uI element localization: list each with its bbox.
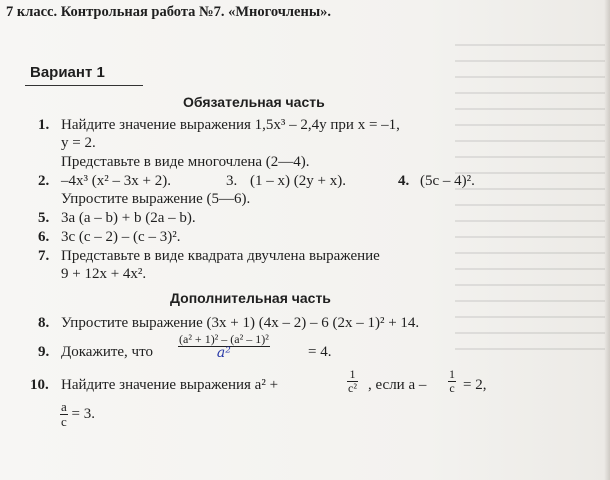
task-number: 6. (38, 229, 50, 245)
task-4: (5c – 4)². (420, 173, 475, 189)
frac-numerator: 1 (449, 367, 455, 381)
task-10-line-2 (60, 400, 95, 429)
task-10-middle: , если a – (368, 377, 427, 393)
task-number: 8. (38, 315, 50, 331)
task-number: 3. (226, 173, 238, 189)
variant-title: Вариант 1 (30, 64, 105, 81)
task-number: 4. (398, 173, 410, 189)
task-5: 3a (a – b) + b (2a – b). (61, 210, 196, 226)
task-number: 1. (38, 117, 50, 133)
frac-denominator: c (61, 414, 67, 429)
task-9-suffix: = 4. (308, 344, 332, 360)
section-mandatory: Обязательная часть (183, 94, 325, 110)
task-10-frac-2 (448, 368, 456, 395)
task-number: 10. (30, 377, 49, 393)
task-10-line-2-suffix: = 3. (71, 405, 95, 422)
task-number: 5. (38, 210, 50, 226)
task-9-numerator: (a² + 1)² – (a² – 1)² (179, 332, 269, 346)
intro-5-6: Упростите выражение (5—6). (61, 191, 251, 207)
frac-numerator: 1 (347, 368, 358, 382)
frac-denominator: c (449, 381, 455, 395)
task-number: 2. (38, 173, 50, 189)
paper-edge-shadow (604, 0, 610, 480)
frac-denominator: c² (348, 381, 357, 395)
task-10-suffix: = 2, (463, 377, 487, 393)
task-10-prefix: Найдите значение выражения a² + (61, 377, 279, 393)
intro-2-4: Представьте в виде многочлена (2—4). (61, 154, 310, 170)
handwritten-denominator: a² (216, 345, 231, 361)
task-7-line-1: Представьте в виде квадрата двучлена выражение (61, 248, 380, 264)
frac-numerator: a (61, 399, 67, 414)
task-2: –4x³ (x² – 3x + 2). (61, 173, 171, 189)
task-9-prefix: Докажите, что (61, 344, 153, 360)
task-6: 3c (c – 2) – (c – 3)². (61, 229, 181, 245)
task-7-line-2: 9 + 12x + 4x². (61, 266, 147, 282)
task-1-line-1: Найдите значение выражения 1,5x³ – 2,4y при x = –1, (61, 117, 400, 133)
task-number: 9. (38, 344, 50, 360)
task-10-frac-1 (347, 368, 358, 395)
document-header: 7 класс. Контрольная работа №7. «Многочлены». (6, 4, 332, 20)
variant-underline (25, 85, 143, 86)
task-number: 7. (38, 248, 50, 264)
task-9-fraction (178, 333, 270, 360)
section-extra: Дополнительная часть (170, 290, 331, 306)
task-8: Упростите выражение (3x + 1) (4x – 2) – 6 (2x – 1)² + 14. (61, 315, 420, 331)
task-3: (1 – x) (2y + x). (250, 173, 346, 189)
task-1-line-2: y = 2. (61, 135, 96, 151)
